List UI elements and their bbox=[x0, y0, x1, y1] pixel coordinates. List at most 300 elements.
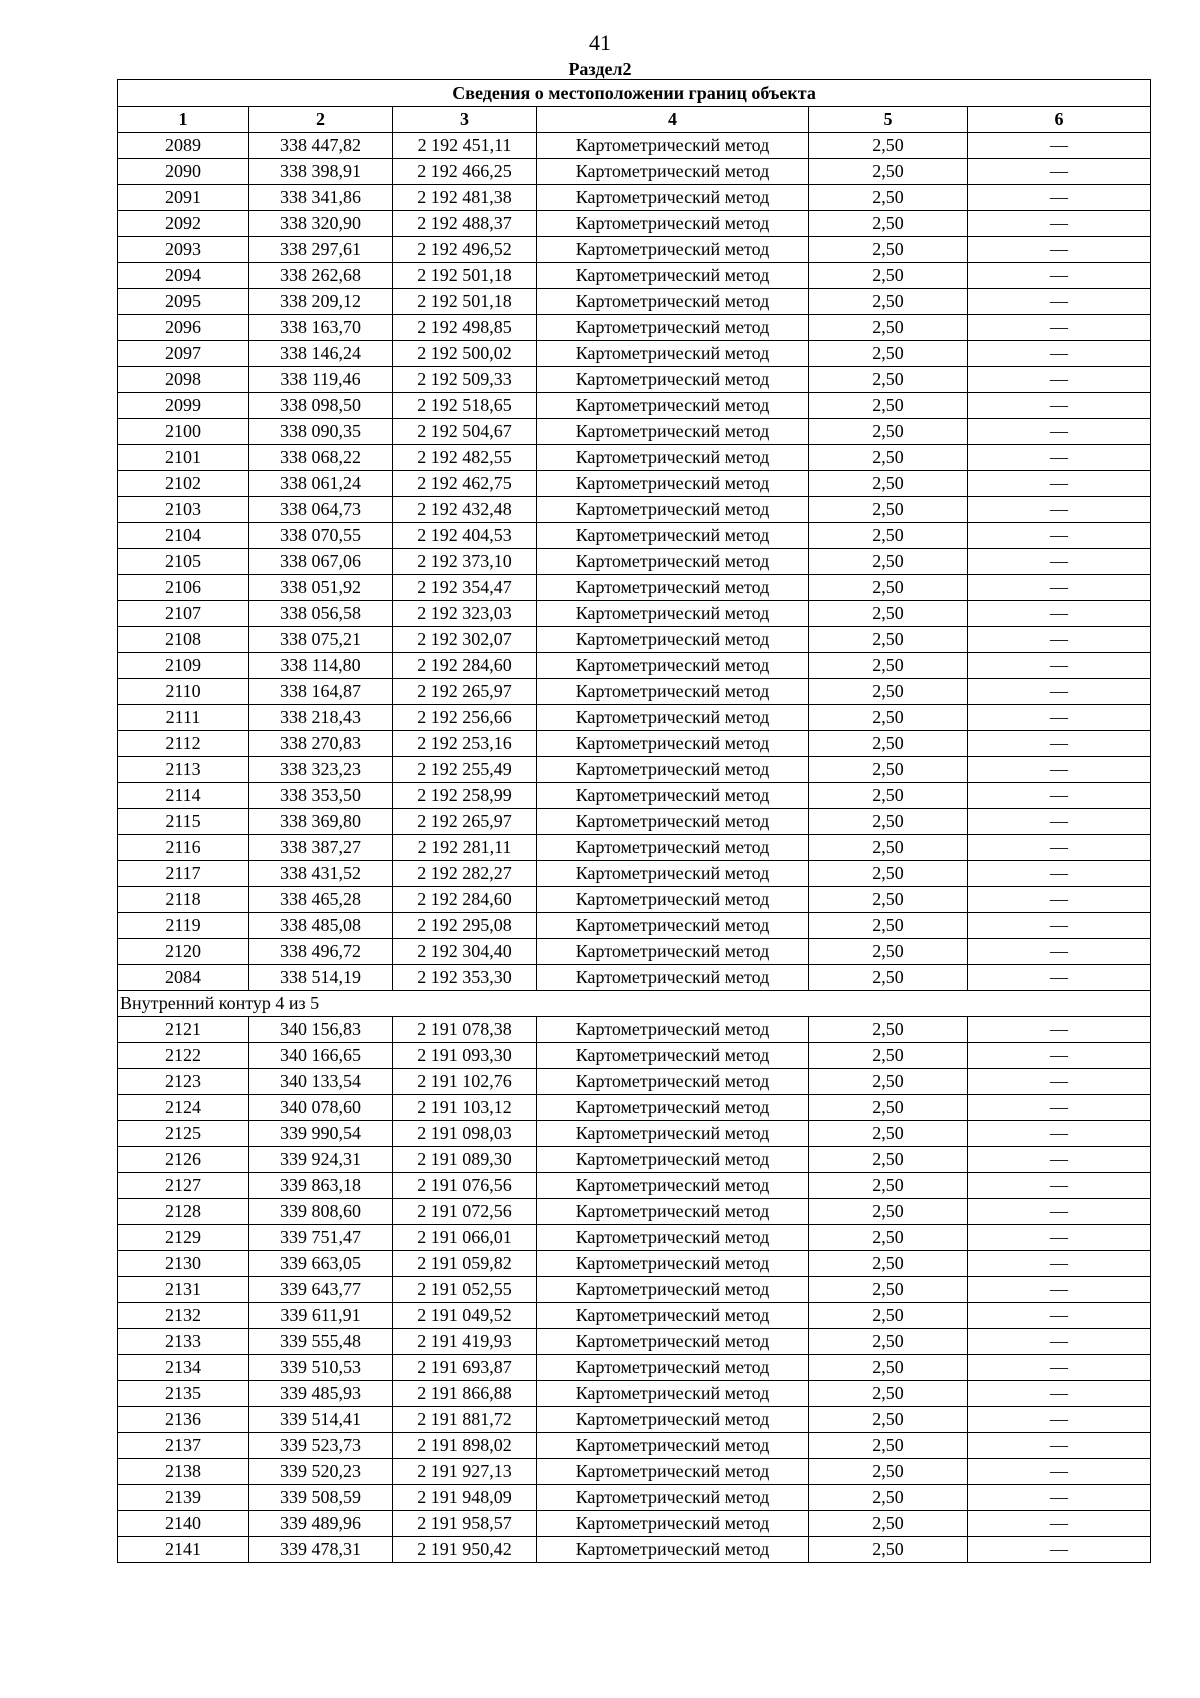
x-coordinate-cell: 339 485,93 bbox=[249, 1381, 393, 1407]
x-coordinate-cell: 338 270,83 bbox=[249, 731, 393, 757]
x-coordinate-cell: 338 262,68 bbox=[249, 263, 393, 289]
x-coordinate-cell: 339 808,60 bbox=[249, 1199, 393, 1225]
method-cell: Картометрический метод bbox=[537, 1225, 809, 1251]
description-cell: — bbox=[968, 263, 1151, 289]
description-cell: — bbox=[968, 627, 1151, 653]
x-coordinate-cell: 338 209,12 bbox=[249, 289, 393, 315]
x-coordinate-cell: 338 163,70 bbox=[249, 315, 393, 341]
table-row bbox=[118, 1225, 1151, 1251]
x-coordinate-cell: 339 555,48 bbox=[249, 1329, 393, 1355]
accuracy-cell: 2,50 bbox=[809, 341, 968, 367]
x-coordinate-cell: 338 341,86 bbox=[249, 185, 393, 211]
accuracy-cell: 2,50 bbox=[809, 263, 968, 289]
method-cell: Картометрический метод bbox=[537, 835, 809, 861]
x-coordinate-cell: 339 863,18 bbox=[249, 1173, 393, 1199]
y-coordinate-cell: 2 192 518,65 bbox=[393, 393, 537, 419]
accuracy-cell: 2,50 bbox=[809, 939, 968, 965]
method-cell: Картометрический метод bbox=[537, 159, 809, 185]
point-number-cell: 2125 bbox=[118, 1121, 249, 1147]
table-row bbox=[118, 1147, 1151, 1173]
description-cell: — bbox=[968, 809, 1151, 835]
method-cell: Картометрический метод bbox=[537, 601, 809, 627]
y-coordinate-cell: 2 191 059,82 bbox=[393, 1251, 537, 1277]
y-coordinate-cell: 2 191 866,88 bbox=[393, 1381, 537, 1407]
table-row bbox=[118, 1199, 1151, 1225]
accuracy-cell: 2,50 bbox=[809, 653, 968, 679]
x-coordinate-cell: 339 663,05 bbox=[249, 1251, 393, 1277]
description-cell: — bbox=[968, 731, 1151, 757]
accuracy-cell: 2,50 bbox=[809, 1199, 968, 1225]
table-row bbox=[118, 861, 1151, 887]
method-cell: Картометрический метод bbox=[537, 1095, 809, 1121]
x-coordinate-cell: 338 061,24 bbox=[249, 471, 393, 497]
y-coordinate-cell: 2 192 353,30 bbox=[393, 965, 537, 991]
y-coordinate-cell: 2 192 432,48 bbox=[393, 497, 537, 523]
description-cell: — bbox=[968, 861, 1151, 887]
table-row bbox=[118, 471, 1151, 497]
y-coordinate-cell: 2 191 049,52 bbox=[393, 1303, 537, 1329]
description-cell: — bbox=[968, 523, 1151, 549]
description-cell: — bbox=[968, 757, 1151, 783]
accuracy-cell: 2,50 bbox=[809, 731, 968, 757]
description-cell: — bbox=[968, 1407, 1151, 1433]
method-cell: Картометрический метод bbox=[537, 341, 809, 367]
method-cell: Картометрический метод bbox=[537, 1173, 809, 1199]
x-coordinate-cell: 338 119,46 bbox=[249, 367, 393, 393]
x-coordinate-cell: 339 751,47 bbox=[249, 1225, 393, 1251]
y-coordinate-cell: 2 192 281,11 bbox=[393, 835, 537, 861]
table-row bbox=[118, 1329, 1151, 1355]
method-cell: Картометрический метод bbox=[537, 705, 809, 731]
point-number-cell: 2101 bbox=[118, 445, 249, 471]
x-coordinate-cell: 339 510,53 bbox=[249, 1355, 393, 1381]
accuracy-cell: 2,50 bbox=[809, 601, 968, 627]
x-coordinate-cell: 338 056,58 bbox=[249, 601, 393, 627]
y-coordinate-cell: 2 191 881,72 bbox=[393, 1407, 537, 1433]
point-number-cell: 2116 bbox=[118, 835, 249, 861]
accuracy-cell: 2,50 bbox=[809, 1173, 968, 1199]
accuracy-cell: 2,50 bbox=[809, 835, 968, 861]
method-cell: Картометрический метод bbox=[537, 315, 809, 341]
x-coordinate-cell: 338 398,91 bbox=[249, 159, 393, 185]
description-cell: — bbox=[968, 185, 1151, 211]
table-row bbox=[118, 731, 1151, 757]
point-number-cell: 2137 bbox=[118, 1433, 249, 1459]
point-number-cell: 2107 bbox=[118, 601, 249, 627]
point-number-cell: 2129 bbox=[118, 1225, 249, 1251]
x-coordinate-cell: 338 090,35 bbox=[249, 419, 393, 445]
y-coordinate-cell: 2 192 265,97 bbox=[393, 679, 537, 705]
table-row bbox=[118, 705, 1151, 731]
x-coordinate-cell: 339 611,91 bbox=[249, 1303, 393, 1329]
method-cell: Картометрический метод bbox=[537, 185, 809, 211]
y-coordinate-cell: 2 192 496,52 bbox=[393, 237, 537, 263]
method-cell: Картометрический метод bbox=[537, 1017, 809, 1043]
method-cell: Картометрический метод bbox=[537, 1251, 809, 1277]
x-coordinate-cell: 338 431,52 bbox=[249, 861, 393, 887]
accuracy-cell: 2,50 bbox=[809, 783, 968, 809]
point-number-cell: 2100 bbox=[118, 419, 249, 445]
description-cell: — bbox=[968, 1485, 1151, 1511]
method-cell: Картометрический метод bbox=[537, 419, 809, 445]
table-row bbox=[118, 887, 1151, 913]
point-number-cell: 2110 bbox=[118, 679, 249, 705]
method-cell: Картометрический метод bbox=[537, 1381, 809, 1407]
point-number-cell: 2095 bbox=[118, 289, 249, 315]
accuracy-cell: 2,50 bbox=[809, 1355, 968, 1381]
accuracy-cell: 2,50 bbox=[809, 445, 968, 471]
column-header: 1 bbox=[118, 107, 249, 133]
x-coordinate-cell: 338 369,80 bbox=[249, 809, 393, 835]
point-number-cell: 2128 bbox=[118, 1199, 249, 1225]
description-cell: — bbox=[968, 1537, 1151, 1563]
table-row bbox=[118, 497, 1151, 523]
method-cell: Картометрический метод bbox=[537, 1303, 809, 1329]
method-cell: Картометрический метод bbox=[537, 497, 809, 523]
accuracy-cell: 2,50 bbox=[809, 185, 968, 211]
table-row bbox=[118, 445, 1151, 471]
table-row bbox=[118, 575, 1151, 601]
y-coordinate-cell: 2 191 052,55 bbox=[393, 1277, 537, 1303]
point-number-cell: 2097 bbox=[118, 341, 249, 367]
table-row bbox=[118, 1251, 1151, 1277]
accuracy-cell: 2,50 bbox=[809, 1121, 968, 1147]
table-row bbox=[118, 1095, 1151, 1121]
description-cell: — bbox=[968, 1095, 1151, 1121]
point-number-cell: 2123 bbox=[118, 1069, 249, 1095]
x-coordinate-cell: 338 485,08 bbox=[249, 913, 393, 939]
x-coordinate-cell: 338 218,43 bbox=[249, 705, 393, 731]
table-row bbox=[118, 653, 1151, 679]
y-coordinate-cell: 2 191 072,56 bbox=[393, 1199, 537, 1225]
y-coordinate-cell: 2 192 354,47 bbox=[393, 575, 537, 601]
y-coordinate-cell: 2 192 404,53 bbox=[393, 523, 537, 549]
y-coordinate-cell: 2 192 373,10 bbox=[393, 549, 537, 575]
x-coordinate-cell: 339 508,59 bbox=[249, 1485, 393, 1511]
x-coordinate-cell: 338 070,55 bbox=[249, 523, 393, 549]
point-number-cell: 2122 bbox=[118, 1043, 249, 1069]
y-coordinate-cell: 2 191 948,09 bbox=[393, 1485, 537, 1511]
y-coordinate-cell: 2 192 265,97 bbox=[393, 809, 537, 835]
y-coordinate-cell: 2 192 258,99 bbox=[393, 783, 537, 809]
point-number-cell: 2092 bbox=[118, 211, 249, 237]
point-number-cell: 2089 bbox=[118, 133, 249, 159]
table-row bbox=[118, 289, 1151, 315]
table-row bbox=[118, 1069, 1151, 1095]
description-cell: — bbox=[968, 575, 1151, 601]
accuracy-cell: 2,50 bbox=[809, 1147, 968, 1173]
accuracy-cell: 2,50 bbox=[809, 1329, 968, 1355]
method-cell: Картометрический метод bbox=[537, 549, 809, 575]
y-coordinate-cell: 2 191 076,56 bbox=[393, 1173, 537, 1199]
description-cell: — bbox=[968, 315, 1151, 341]
method-cell: Картометрический метод bbox=[537, 1147, 809, 1173]
x-coordinate-cell: 339 520,23 bbox=[249, 1459, 393, 1485]
description-cell: — bbox=[968, 913, 1151, 939]
method-cell: Картометрический метод bbox=[537, 653, 809, 679]
contour-heading: Внутренний контур 4 из 5 bbox=[118, 991, 1151, 1017]
method-cell: Картометрический метод bbox=[537, 965, 809, 991]
accuracy-cell: 2,50 bbox=[809, 1407, 968, 1433]
method-cell: Картометрический метод bbox=[537, 913, 809, 939]
point-number-cell: 2115 bbox=[118, 809, 249, 835]
table-row bbox=[118, 1355, 1151, 1381]
description-cell: — bbox=[968, 887, 1151, 913]
accuracy-cell: 2,50 bbox=[809, 809, 968, 835]
y-coordinate-cell: 2 192 253,16 bbox=[393, 731, 537, 757]
accuracy-cell: 2,50 bbox=[809, 1537, 968, 1563]
table-row bbox=[118, 315, 1151, 341]
y-coordinate-cell: 2 192 282,27 bbox=[393, 861, 537, 887]
y-coordinate-cell: 2 192 256,66 bbox=[393, 705, 537, 731]
point-number-cell: 2094 bbox=[118, 263, 249, 289]
point-number-cell: 2091 bbox=[118, 185, 249, 211]
table-row bbox=[118, 159, 1151, 185]
accuracy-cell: 2,50 bbox=[809, 211, 968, 237]
table-row bbox=[118, 601, 1151, 627]
column-header: 3 bbox=[393, 107, 537, 133]
description-cell: — bbox=[968, 965, 1151, 991]
method-cell: Картометрический метод bbox=[537, 393, 809, 419]
y-coordinate-cell: 2 191 093,30 bbox=[393, 1043, 537, 1069]
point-number-cell: 2114 bbox=[118, 783, 249, 809]
method-cell: Картометрический метод bbox=[537, 1459, 809, 1485]
point-number-cell: 2126 bbox=[118, 1147, 249, 1173]
accuracy-cell: 2,50 bbox=[809, 159, 968, 185]
table-row bbox=[118, 1381, 1151, 1407]
y-coordinate-cell: 2 191 066,01 bbox=[393, 1225, 537, 1251]
description-cell: — bbox=[968, 289, 1151, 315]
table-caption: Сведения о местоположении границ объекта bbox=[118, 80, 1151, 107]
y-coordinate-cell: 2 192 462,75 bbox=[393, 471, 537, 497]
table-row bbox=[118, 263, 1151, 289]
method-cell: Картометрический метод bbox=[537, 211, 809, 237]
description-cell: — bbox=[968, 1147, 1151, 1173]
x-coordinate-cell: 338 496,72 bbox=[249, 939, 393, 965]
description-cell: — bbox=[968, 341, 1151, 367]
section-title: Раздел2 bbox=[568, 59, 632, 79]
y-coordinate-cell: 2 192 295,08 bbox=[393, 913, 537, 939]
accuracy-cell: 2,50 bbox=[809, 1095, 968, 1121]
point-number-cell: 2141 bbox=[118, 1537, 249, 1563]
description-cell: — bbox=[968, 1329, 1151, 1355]
table-row bbox=[118, 1017, 1151, 1043]
y-coordinate-cell: 2 192 482,55 bbox=[393, 445, 537, 471]
method-cell: Картометрический метод bbox=[537, 1355, 809, 1381]
accuracy-cell: 2,50 bbox=[809, 419, 968, 445]
point-number-cell: 2108 bbox=[118, 627, 249, 653]
point-number-cell: 2096 bbox=[118, 315, 249, 341]
point-number-cell: 2099 bbox=[118, 393, 249, 419]
point-number-cell: 2135 bbox=[118, 1381, 249, 1407]
table-row bbox=[118, 757, 1151, 783]
accuracy-cell: 2,50 bbox=[809, 1017, 968, 1043]
page-number: 41 bbox=[589, 30, 611, 55]
y-coordinate-cell: 2 191 693,87 bbox=[393, 1355, 537, 1381]
method-cell: Картометрический метод bbox=[537, 445, 809, 471]
method-cell: Картометрический метод bbox=[537, 1329, 809, 1355]
description-cell: — bbox=[968, 367, 1151, 393]
point-number-cell: 2134 bbox=[118, 1355, 249, 1381]
x-coordinate-cell: 339 643,77 bbox=[249, 1277, 393, 1303]
point-number-cell: 2111 bbox=[118, 705, 249, 731]
table-row bbox=[118, 549, 1151, 575]
table-row bbox=[118, 1433, 1151, 1459]
accuracy-cell: 2,50 bbox=[809, 913, 968, 939]
table-row bbox=[118, 965, 1151, 991]
accuracy-cell: 2,50 bbox=[809, 1303, 968, 1329]
accuracy-cell: 2,50 bbox=[809, 393, 968, 419]
point-number-cell: 2098 bbox=[118, 367, 249, 393]
method-cell: Картометрический метод bbox=[537, 237, 809, 263]
accuracy-cell: 2,50 bbox=[809, 471, 968, 497]
table-row bbox=[118, 783, 1151, 809]
table-row bbox=[118, 419, 1151, 445]
x-coordinate-cell: 340 078,60 bbox=[249, 1095, 393, 1121]
description-cell: — bbox=[968, 133, 1151, 159]
description-cell: — bbox=[968, 497, 1151, 523]
method-cell: Картометрический метод bbox=[537, 887, 809, 913]
table-row bbox=[118, 939, 1151, 965]
table-row bbox=[118, 367, 1151, 393]
y-coordinate-cell: 2 192 302,07 bbox=[393, 627, 537, 653]
method-cell: Картометрический метод bbox=[537, 1069, 809, 1095]
y-coordinate-cell: 2 191 950,42 bbox=[393, 1537, 537, 1563]
accuracy-cell: 2,50 bbox=[809, 1069, 968, 1095]
table-row bbox=[118, 393, 1151, 419]
accuracy-cell: 2,50 bbox=[809, 1511, 968, 1537]
description-cell: — bbox=[968, 419, 1151, 445]
table-row bbox=[118, 1459, 1151, 1485]
point-number-cell: 2113 bbox=[118, 757, 249, 783]
x-coordinate-cell: 339 478,31 bbox=[249, 1537, 393, 1563]
x-coordinate-cell: 338 098,50 bbox=[249, 393, 393, 419]
x-coordinate-cell: 338 164,87 bbox=[249, 679, 393, 705]
x-coordinate-cell: 338 320,90 bbox=[249, 211, 393, 237]
table-body bbox=[118, 133, 1151, 1563]
description-cell: — bbox=[968, 445, 1151, 471]
table-caption-row bbox=[118, 80, 1151, 107]
accuracy-cell: 2,50 bbox=[809, 1043, 968, 1069]
description-cell: — bbox=[968, 393, 1151, 419]
accuracy-cell: 2,50 bbox=[809, 237, 968, 263]
method-cell: Картометрический метод bbox=[537, 1277, 809, 1303]
x-coordinate-cell: 338 387,27 bbox=[249, 835, 393, 861]
table-row bbox=[118, 1121, 1151, 1147]
description-cell: — bbox=[968, 705, 1151, 731]
accuracy-cell: 2,50 bbox=[809, 1433, 968, 1459]
x-coordinate-cell: 340 133,54 bbox=[249, 1069, 393, 1095]
x-coordinate-cell: 338 075,21 bbox=[249, 627, 393, 653]
accuracy-cell: 2,50 bbox=[809, 627, 968, 653]
y-coordinate-cell: 2 192 509,33 bbox=[393, 367, 537, 393]
y-coordinate-cell: 2 191 927,13 bbox=[393, 1459, 537, 1485]
description-cell: — bbox=[968, 1043, 1151, 1069]
description-cell: — bbox=[968, 471, 1151, 497]
point-number-cell: 2130 bbox=[118, 1251, 249, 1277]
x-coordinate-cell: 338 514,19 bbox=[249, 965, 393, 991]
accuracy-cell: 2,50 bbox=[809, 1485, 968, 1511]
description-cell: — bbox=[968, 1355, 1151, 1381]
x-coordinate-cell: 338 146,24 bbox=[249, 341, 393, 367]
x-coordinate-cell: 338 447,82 bbox=[249, 133, 393, 159]
point-number-cell: 2119 bbox=[118, 913, 249, 939]
point-number-cell: 2131 bbox=[118, 1277, 249, 1303]
column-number-row bbox=[118, 107, 1151, 133]
description-cell: — bbox=[968, 1459, 1151, 1485]
method-cell: Картометрический метод bbox=[537, 809, 809, 835]
description-cell: — bbox=[968, 1381, 1151, 1407]
y-coordinate-cell: 2 191 098,03 bbox=[393, 1121, 537, 1147]
column-header: 4 bbox=[537, 107, 809, 133]
y-coordinate-cell: 2 192 488,37 bbox=[393, 211, 537, 237]
x-coordinate-cell: 338 051,92 bbox=[249, 575, 393, 601]
x-coordinate-cell: 338 064,73 bbox=[249, 497, 393, 523]
accuracy-cell: 2,50 bbox=[809, 887, 968, 913]
point-number-cell: 2093 bbox=[118, 237, 249, 263]
description-cell: — bbox=[968, 835, 1151, 861]
y-coordinate-cell: 2 192 284,60 bbox=[393, 653, 537, 679]
y-coordinate-cell: 2 192 255,49 bbox=[393, 757, 537, 783]
column-header: 6 bbox=[968, 107, 1151, 133]
y-coordinate-cell: 2 191 078,38 bbox=[393, 1017, 537, 1043]
description-cell: — bbox=[968, 1017, 1151, 1043]
table-row bbox=[118, 1277, 1151, 1303]
x-coordinate-cell: 338 068,22 bbox=[249, 445, 393, 471]
description-cell: — bbox=[968, 159, 1151, 185]
accuracy-cell: 2,50 bbox=[809, 315, 968, 341]
method-cell: Картометрический метод bbox=[537, 1199, 809, 1225]
description-cell: — bbox=[968, 1433, 1151, 1459]
table-row bbox=[118, 1043, 1151, 1069]
x-coordinate-cell: 338 297,61 bbox=[249, 237, 393, 263]
point-number-cell: 2105 bbox=[118, 549, 249, 575]
description-cell: — bbox=[968, 1173, 1151, 1199]
y-coordinate-cell: 2 191 898,02 bbox=[393, 1433, 537, 1459]
x-coordinate-cell: 338 067,06 bbox=[249, 549, 393, 575]
table-row bbox=[118, 835, 1151, 861]
point-number-cell: 2140 bbox=[118, 1511, 249, 1537]
description-cell: — bbox=[968, 237, 1151, 263]
y-coordinate-cell: 2 192 504,67 bbox=[393, 419, 537, 445]
accuracy-cell: 2,50 bbox=[809, 133, 968, 159]
table-row bbox=[118, 1173, 1151, 1199]
y-coordinate-cell: 2 192 498,85 bbox=[393, 315, 537, 341]
table-row bbox=[118, 627, 1151, 653]
method-cell: Картометрический метод bbox=[537, 783, 809, 809]
x-coordinate-cell: 339 489,96 bbox=[249, 1511, 393, 1537]
point-number-cell: 2106 bbox=[118, 575, 249, 601]
point-number-cell: 2118 bbox=[118, 887, 249, 913]
column-header: 5 bbox=[809, 107, 968, 133]
method-cell: Картометрический метод bbox=[537, 367, 809, 393]
x-coordinate-cell: 339 514,41 bbox=[249, 1407, 393, 1433]
x-coordinate-cell: 338 353,50 bbox=[249, 783, 393, 809]
point-number-cell: 2103 bbox=[118, 497, 249, 523]
table-row bbox=[118, 1303, 1151, 1329]
method-cell: Картометрический метод bbox=[537, 757, 809, 783]
y-coordinate-cell: 2 191 089,30 bbox=[393, 1147, 537, 1173]
method-cell: Картометрический метод bbox=[537, 1407, 809, 1433]
x-coordinate-cell: 338 114,80 bbox=[249, 653, 393, 679]
point-number-cell: 2117 bbox=[118, 861, 249, 887]
y-coordinate-cell: 2 192 284,60 bbox=[393, 887, 537, 913]
y-coordinate-cell: 2 191 958,57 bbox=[393, 1511, 537, 1537]
method-cell: Картометрический метод bbox=[537, 523, 809, 549]
description-cell: — bbox=[968, 783, 1151, 809]
method-cell: Картометрический метод bbox=[537, 1485, 809, 1511]
accuracy-cell: 2,50 bbox=[809, 367, 968, 393]
